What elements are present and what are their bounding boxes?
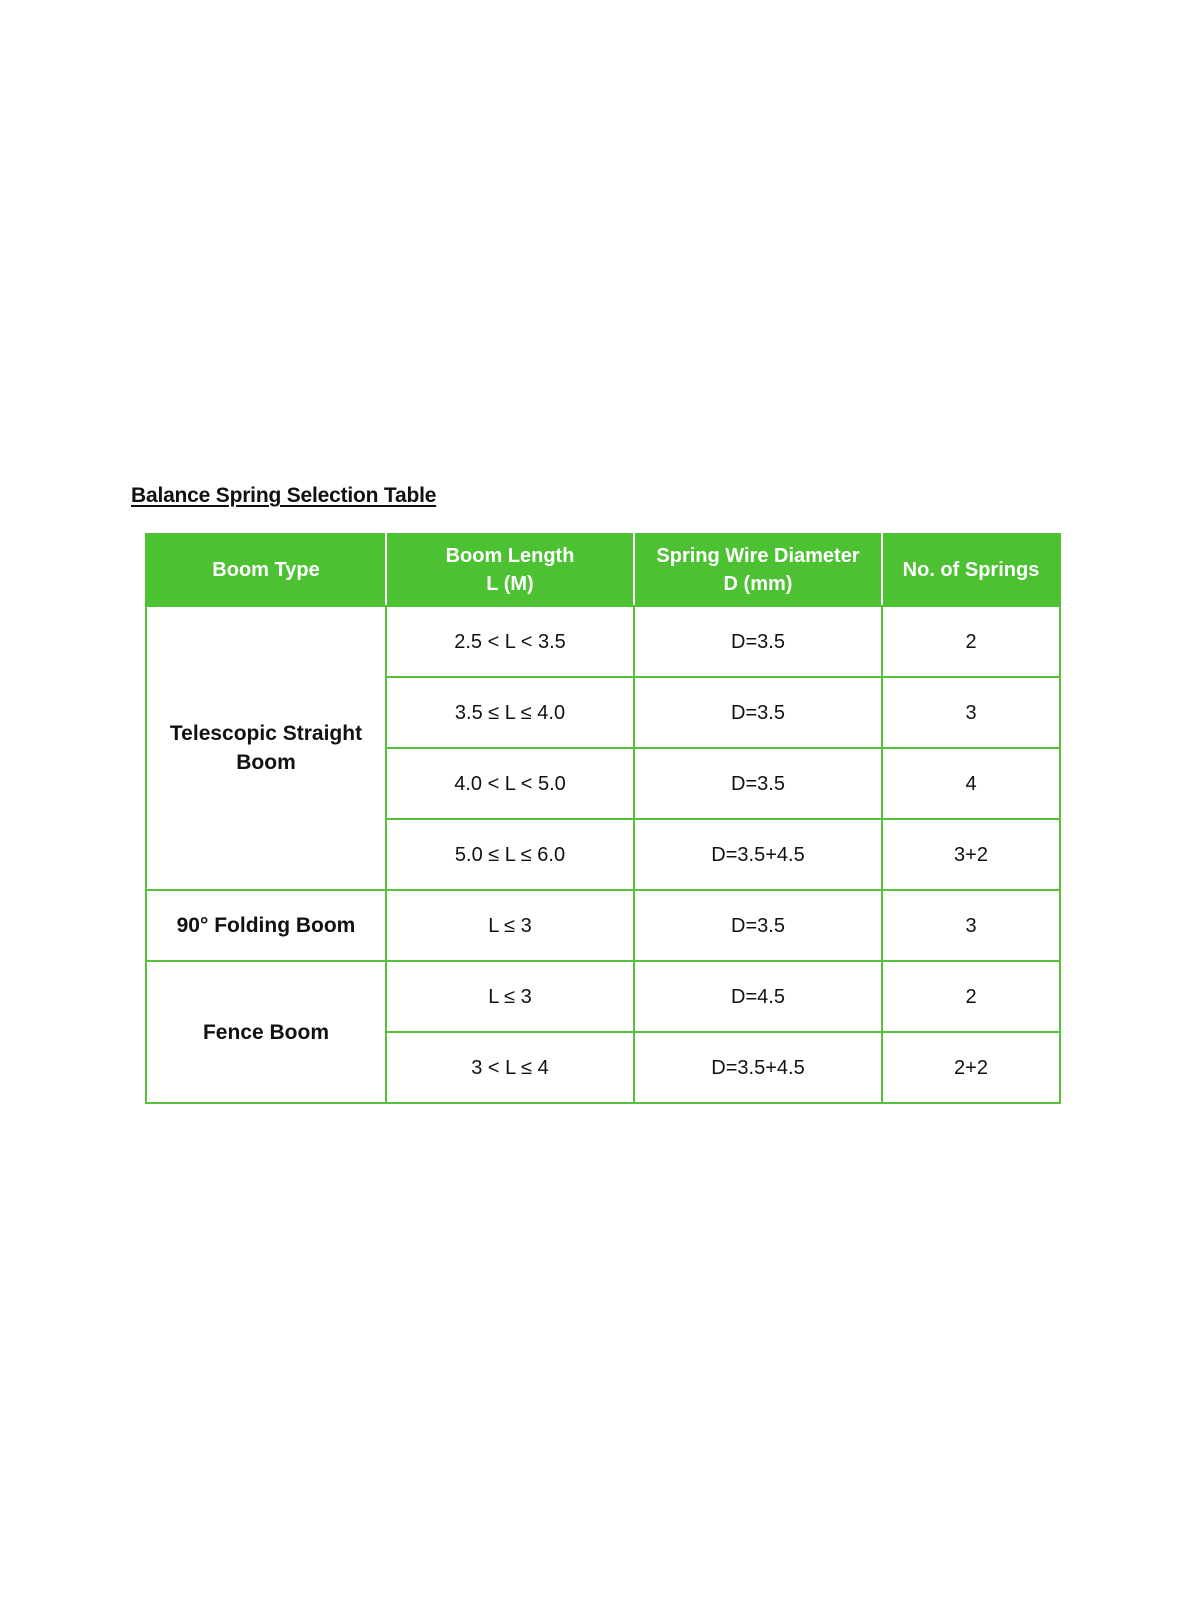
wire-diameter-cell: D=3.5 (634, 748, 882, 819)
boom-type-label: Fence Boom (202, 1020, 330, 1044)
header-label: Boom Length (445, 545, 575, 567)
boom-length-cell: L ≤ 3 (386, 961, 634, 1032)
boom-type-telescopic (146, 606, 386, 890)
spring-count-cell: 2 (882, 961, 1060, 1032)
header-boom-length (386, 534, 634, 606)
boom-type-label: 90° Folding Boom (176, 914, 356, 937)
spring-count-cell: 3+2 (882, 819, 1060, 890)
table-header-row (146, 534, 1060, 606)
boom-length-cell: L ≤ 3 (386, 890, 634, 961)
header-no-of-springs (882, 534, 1060, 606)
spring-count-cell: 4 (882, 748, 1060, 819)
wire-diameter-cell: D=3.5 (634, 890, 882, 961)
header-boom-type (146, 534, 386, 606)
header-label: No. of Springs (902, 559, 1040, 581)
boom-length-cell: 5.0 ≤ L ≤ 6.0 (386, 819, 634, 890)
wire-diameter-cell: D=3.5+4.5 (634, 819, 882, 890)
wire-diameter-cell: D=3.5+4.5 (634, 1032, 882, 1103)
header-label: Boom Type (212, 559, 320, 581)
header-wire-diameter (634, 534, 882, 606)
boom-length-cell: 2.5 < L < 3.5 (386, 606, 634, 677)
table-row (146, 606, 1060, 677)
spring-count-cell: 2 (882, 606, 1060, 677)
page-title: Balance Spring Selection Table (131, 484, 437, 507)
header-unit: D (mm) (723, 573, 793, 595)
boom-length-cell: 3 < L ≤ 4 (386, 1032, 634, 1103)
table-row (146, 961, 1060, 1032)
boom-type-fence (146, 961, 386, 1103)
boom-type-label: Telescopic Straight (169, 722, 363, 745)
header-unit: L (M) (486, 573, 534, 595)
boom-type-folding (146, 890, 386, 961)
boom-length-cell: 4.0 < L < 5.0 (386, 748, 634, 819)
spring-count-cell: 2+2 (882, 1032, 1060, 1103)
spring-count-cell: 3 (882, 677, 1060, 748)
boom-length-cell: 3.5 ≤ L ≤ 4.0 (386, 677, 634, 748)
spring-count-cell: 3 (882, 890, 1060, 961)
boom-type-label: Boom (236, 751, 296, 774)
table-row (146, 890, 1060, 961)
spring-selection-table (145, 533, 1061, 1104)
wire-diameter-cell: D=3.5 (634, 677, 882, 748)
header-label: Spring Wire Diameter (656, 545, 860, 567)
wire-diameter-cell: D=4.5 (634, 961, 882, 1032)
wire-diameter-cell: D=3.5 (634, 606, 882, 677)
